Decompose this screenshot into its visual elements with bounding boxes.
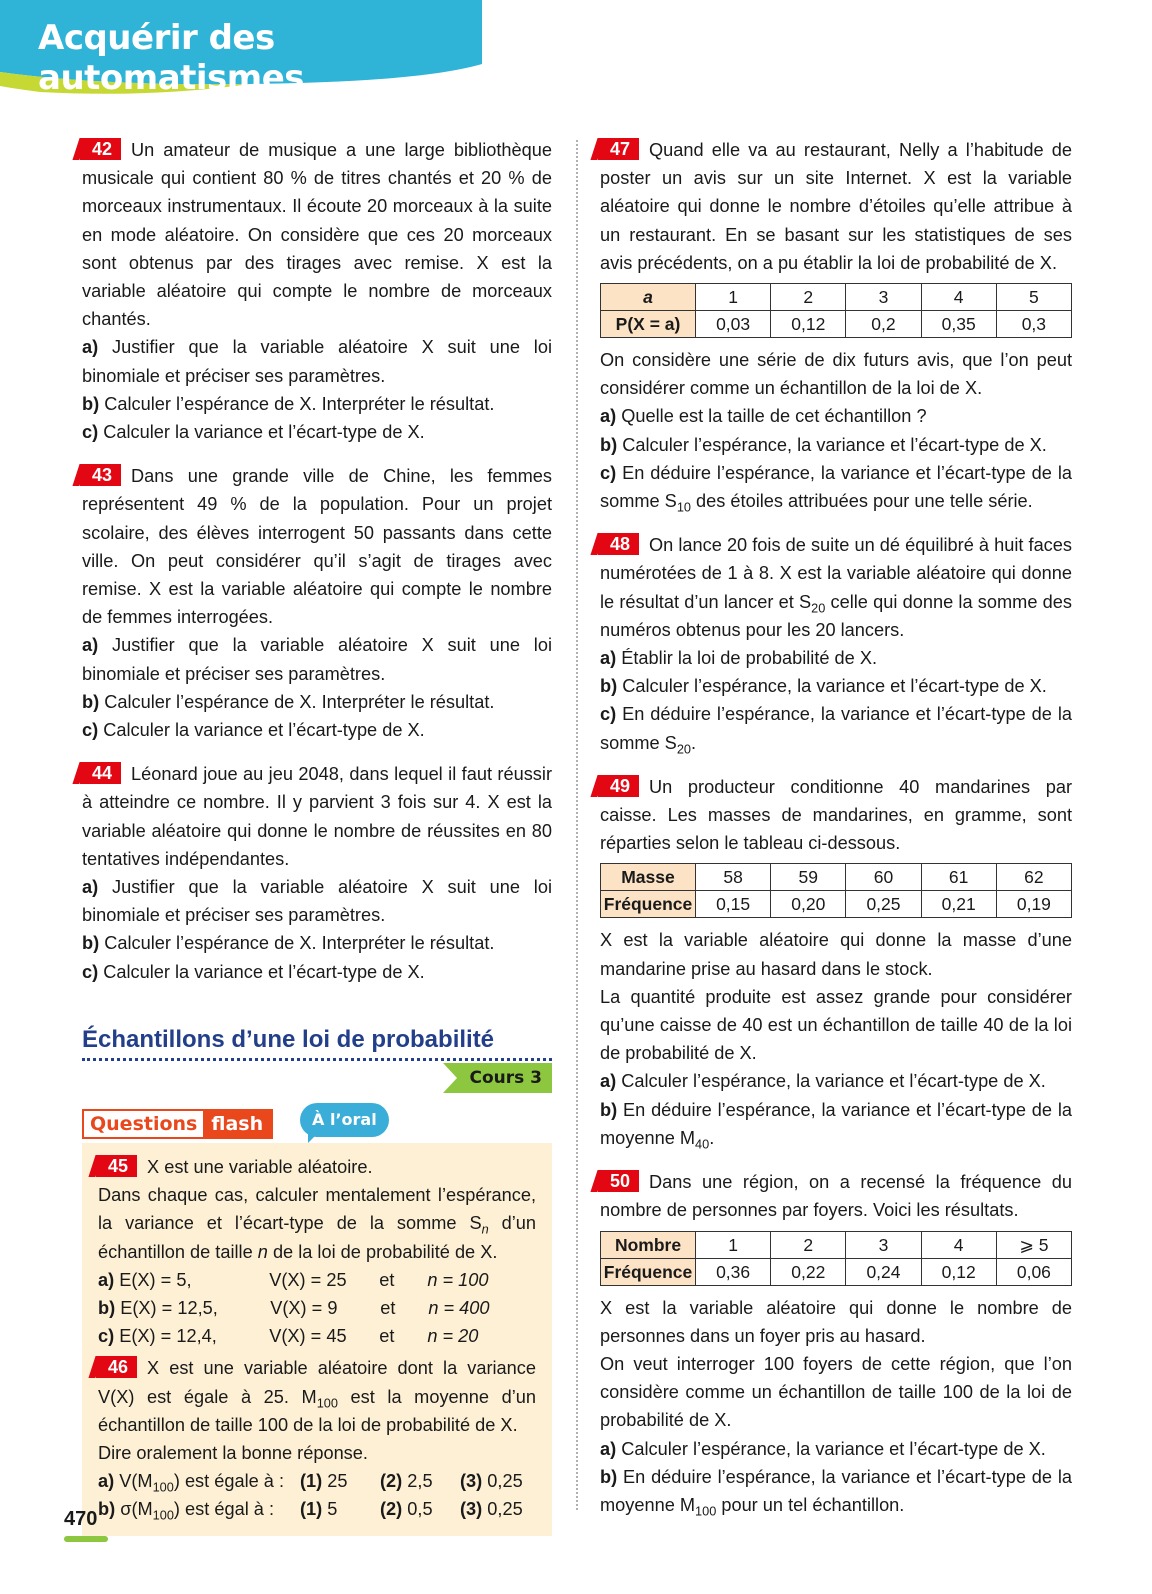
item-a: a) $V(M_{100})$ est égale à : (1) 25 (2) 2,5 (3) 0,25 [98, 1471, 523, 1495]
exercise-number: 43 [80, 464, 121, 486]
exercise-42 [82, 136, 552, 446]
page-title: Acquérir des automatismes [38, 18, 304, 98]
oral-bubble: À l’oral [300, 1103, 389, 1137]
question-b: b) Calculer l’espérance de X. Interpréter le résultat. [82, 933, 495, 954]
item-c: c) E(X) = 12,4, V(X) = 45 et n = 20 [98, 1326, 479, 1347]
question-c: c) En déduire l’espérance, la variance et l’écart-type de la somme $S_{10}$ des étoiles attribuées pour une telle série. [600, 462, 1072, 515]
question-a: a) Calculer l’espérance, la variance et l’écart-type de X. [600, 1438, 1046, 1459]
exercise-statement: Dans chaque cas, calculer mentalement l’espérance, la variance et l’écart-type de la somme $S_n$ d’un échantillon de taille n de la loi de probabilité de X. [98, 1185, 536, 1262]
flash-box [82, 1143, 552, 1536]
frequency-table: Nombre 1 2 3 4 ⩾ 5 Fréquence 0,36 0,22 0,24 0,12 0,06 [600, 1231, 1072, 1286]
question-c: c) Calculer la variance et l’écart-type de X. [82, 720, 425, 741]
exercise-number: 49 [598, 775, 639, 797]
exercise-number: 48 [598, 533, 639, 555]
exercise-44 [82, 760, 552, 986]
table-header: a [601, 284, 696, 311]
exercise-47: 47 Quand elle va au restaurant, Nelly a l’habitude de poster un avis sur un site Internet. X est la variable aléatoire qui donne le nombre d’étoiles qu’elle attribue à un restaurant. En se basant sur les statistiques de ses avis précédents, on a pu établir la loi de probabilité de X. a 1 2 3 4 5 P(X = a) 0,03 0,12 0,2 0,35 0,3 On considère une série de dix futurs avis, que l’on peut considérer comme un échantillon de la loi de X. a) Quelle est la taille de cet échantillon ? b) Calculer l’espérance, la variance et l’écart-type de X. c) En déduire l’espérance, la variance et l’écart-type de la somme $S_{10}$ des étoiles attribuées pour une telle série. [600, 139, 1072, 515]
question-b: b) En déduire l’espérance, la variance et l’écart-type de la moyenne $M_{100}$ pour un tel échantillon. [600, 1466, 1072, 1519]
question-b: b) En déduire l’espérance, la variance et l’écart-type de la moyenne $M_{40}$. [600, 1099, 1072, 1152]
exercise-number: 50 [598, 1170, 639, 1192]
table-header: P(X = a) [601, 311, 696, 338]
question-a: a) Justifier que la variable aléatoire X suit une loi binomiale et préciser ses paramètres. [82, 635, 552, 684]
question-c: c) En déduire l’espérance, la variance et l’écart-type de la somme $S_{20}$. [600, 704, 1072, 757]
item-b: b) $\sigma(M_{100})$ est égal à : (1) 5 (2) 0,5 (3) 0,25 [98, 1499, 523, 1523]
header-band [0, 0, 482, 96]
question-c: c) Calculer la variance et l’écart-type de X. [82, 422, 425, 443]
left-column [82, 136, 552, 1536]
item-b: b) E(X) = 12,5, V(X) = 9 et n = 400 [98, 1297, 490, 1318]
exercise-43 [82, 462, 552, 744]
table-header: Fréquence [601, 891, 696, 918]
exercise-46: 46 X est une variable aléatoire dont la variance V(X) est égale à 25. $M_{100}$ est la moyenne d’un échantillon de taille 100 de la loi de probabilité de X. Dire oralement la bonne réponse. a) $V(M_{100})$ est égale à : (1) 25 (2) 2,5 (3) 0,25 b) $\sigma(M_{100})$ est égal à : (1) 5 (2) 0,5 (3) 0,25 [98, 1357, 536, 1523]
exercise-number: 47 [598, 138, 639, 160]
exercise-49: 49 Un producteur conditionne 40 mandarines par caisse. Les masses de mandarines, en gramme, sont réparties selon le tableau ci-dessous. Masse 58 59 60 61 62 Fréquence 0,15 0,20 0,25 0,21 0,19 X est la variable aléatoire qui donne la masse d’une mandarine prise au hasard dans le stock. La quantité produite est assez grande pour considérer qu’une caisse de 40 est un échantillon de taille 40 de la loi de probabilité de X. a) Calculer l’espérance, la variance et l’écart-type de X. b) En déduire l’espérance, la variance et l’écart-type de la moyenne $M_{40}$. [600, 775, 1072, 1152]
probability-table: a 1 2 3 4 5 P(X = a) 0,03 0,12 0,2 0,35 0,3 [600, 283, 1072, 338]
question-b: b) Calculer l’espérance de X. Interpréter le résultat. [82, 393, 495, 414]
questions-flash-label: Questions flash [82, 1109, 273, 1139]
question-b: b) Calculer l’espérance, la variance et l’écart-type de X. [600, 676, 1047, 697]
exercise-50: 50 Dans une région, on a recensé la fréquence du nombre de personnes par foyers. Voici les résultats. Nombre 1 2 3 4 ⩾ 5 Fréquence 0,36 0,22 0,24 0,12 0,06 X est la variable aléatoire qui donne le nombre de personnes dans un foyer pris au hasard. On veut interroger 100 foyers de cette région, que l’on considère comme un échantillon de taille 100 de la loi de probabilité de X. a) Calculer l’espérance, la variance et l’écart-type de X. b) En déduire l’espérance, la variance et l’écart-type de la moyenne $M_{100}$ pour un tel échantillon. [600, 1171, 1072, 1519]
exercise-statement: Léonard joue au jeu 2048, dans lequel il faut réussir à atteindre ce nombre. Il y parvient 3 fois sur 4. X est la variable aléatoire qui donne le nombre de réussites en 80 tentatives indépendantes. [82, 764, 552, 869]
question-a: a) Justifier que la variable aléatoire X suit une loi binomiale et préciser ses paramètres. [82, 337, 552, 386]
exercise-statement: Quand elle va au restaurant, Nelly a l’habitude de poster un avis sur un site Internet. X est la variable aléatoire qui donne le nombre d’étoiles qu’elle attribue à un restaurant. En se basant sur les statistiques de ses avis précédents, on a pu établir la loi de probabilité de X. [600, 140, 1072, 273]
exercise-statement: Dans une grande ville de Chine, les femmes représentent 49 % de la population. Pour un projet scolaire, des élèves interrogent 50 passants dans cette ville. On peut considérer qu’il s’agit de tirages avec remise. X est la variable aléatoire qui compte le nombre de femmes interrogées. [82, 466, 552, 628]
exercise-48: 48 On lance 20 fois de suite un dé équilibré à huit faces numérotées de 1 à 8. X est la variable aléatoire qui donne le résultat d’un lancer et $S_{20}$ celle qui donne la somme des numéros obtenus pour les 20 lancers. a) Établir la loi de probabilité de X. b) Calculer l’espérance, la variance et l’écart-type de X. c) En déduire l’espérance, la variance et l’écart-type de la somme $S_{20}$. [600, 534, 1072, 757]
exercise-number: 42 [80, 138, 121, 160]
question-c: c) Calculer la variance et l’écart-type de X. [82, 961, 425, 982]
item-a: a) E(X) = 5, V(X) = 25 et n = 100 [98, 1269, 489, 1290]
exercise-number: 45 [96, 1155, 137, 1177]
question-a: a) Quelle est la taille de cet échantillon ? [600, 406, 927, 427]
page-number-rule [64, 1536, 108, 1542]
question-a: a) Établir la loi de probabilité de X. [600, 648, 878, 669]
flash-header [82, 1103, 552, 1143]
question-b: b) Calculer l’espérance de X. Interpréter le résultat. [82, 691, 495, 712]
question-a: a) Calculer l’espérance, la variance et l’écart-type de X. [600, 1071, 1046, 1092]
page-number: 470 [64, 1508, 98, 1530]
table-header: Nombre [601, 1231, 696, 1258]
cours-badge[interactable]: Cours 3 [443, 1063, 552, 1093]
column-divider [576, 140, 578, 1510]
question-b: b) Calculer l’espérance, la variance et l’écart-type de X. [600, 434, 1047, 455]
section-title: Échantillons d’une loi de probabilité [82, 1025, 495, 1053]
exercise-statement: Un amateur de musique a une large bibliothèque musicale qui contient 80 % de titres chantés et 20 % de morceaux instrumentaux. Il écoute 20 morceaux à la suite en mode aléatoire. On considère que ces 20 morceaux sont obtenus par des tirages avec remise. X est la variable aléatoire qui compte le nombre de morceaux chantés. [82, 140, 552, 330]
table-header: Masse [601, 864, 696, 891]
frequency-table: Masse 58 59 60 61 62 Fréquence 0,15 0,20 0,25 0,21 0,19 [600, 863, 1072, 918]
exercise-45: 45 X est une variable aléatoire. Dans chaque cas, calculer mentalement l’espérance, la variance et l’écart-type de la somme $S_n$ d’un échantillon de taille n de la loi de probabilité de X. a) E(X) = 5, V(X) = 25 et n = 100 b) E(X) = 12,5, V(X) = 9 et n = 400 c) E(X) = 12,4, V(X) = 45 et n = 20 [98, 1153, 536, 1350]
question-a: a) Justifier que la variable aléatoire X suit une loi binomiale et préciser ses paramètres. [82, 877, 552, 926]
right-column [600, 136, 1072, 1535]
exercise-number: 46 [96, 1356, 137, 1378]
exercise-number: 44 [80, 762, 121, 784]
table-header: Fréquence [601, 1258, 696, 1285]
section-rule [82, 1058, 552, 1061]
